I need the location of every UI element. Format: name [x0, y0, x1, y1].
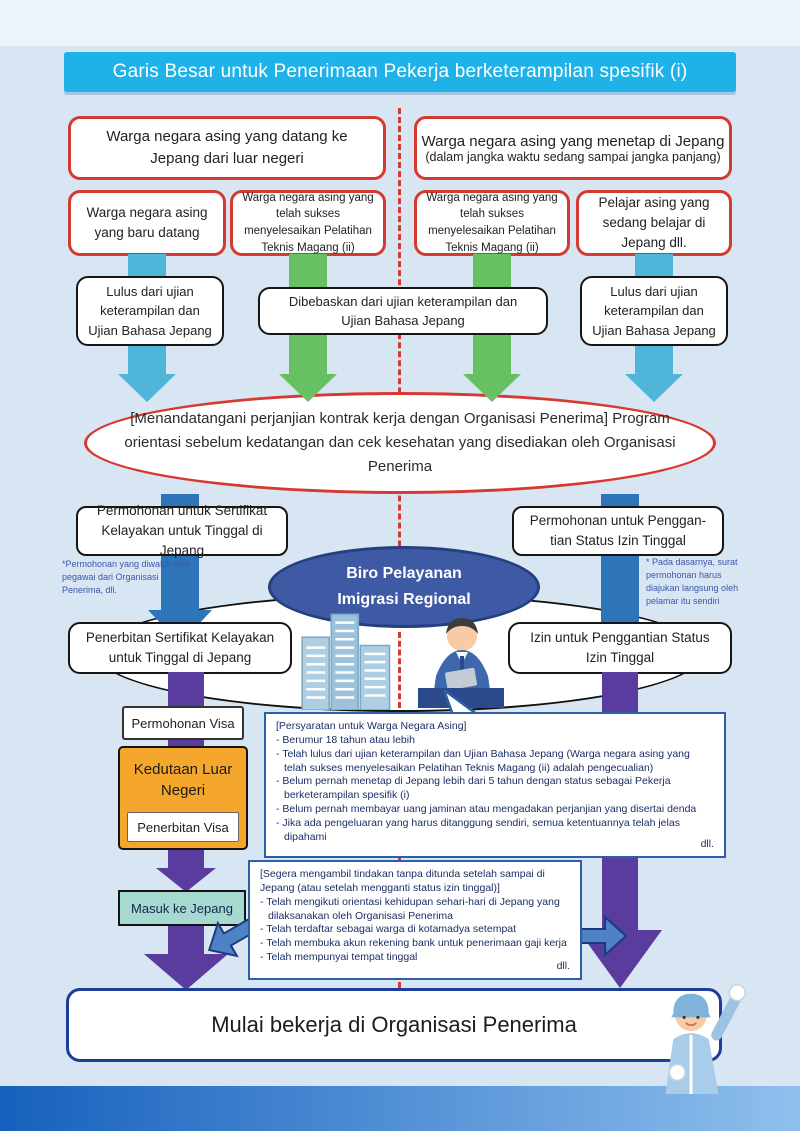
exam-label-center-text: Dibebaskan dari ujian keterampilan dan Ujian Bahasa Jepang [288, 293, 518, 328]
exam-label-right-text: Lulus dari ujian keterampilan dan Ujian Bahasa Jepang [592, 283, 716, 338]
exam-label-center [258, 287, 548, 335]
ellipse-divider-dashed-line [398, 632, 401, 708]
visa-issuance-text: Penerbitan Visa [137, 819, 229, 835]
origin-box-resident-sub: (dalam jangka waktu sedang sampai jangka panjang) [425, 149, 721, 164]
category-student-text: Pelajar asing yang sedang belajar di Jepang dll. [598, 194, 710, 251]
coe-application-text: Permohonan untuk Sertifikat Kelayakan untuk Tinggal di Jepang [96, 502, 268, 559]
visa-issuance-box [127, 812, 239, 842]
status-application-note [646, 556, 740, 608]
requirement-item: - Jika ada pengeluaran yang harus ditanggung sendiri, semua ketentuannya telah jelas dipahami [276, 817, 680, 843]
arrival-etc: dll. [556, 960, 570, 973]
final-work-box [66, 988, 722, 1062]
requirements-title: [Persyaratan untuk Warga Negara Asing] [276, 720, 467, 732]
coe-application-note [62, 558, 194, 597]
visa-flow-head-entry [156, 868, 216, 892]
requirement-item: - Belum pernah membayar uang jaminan atau mengadakan perjanjian yang disertai denda [276, 803, 697, 816]
arrival-item: - Telah mengikuti orientasi kehidupan sehari-hari di Jepang yang dilaksanakan oleh Organisasi Penerima [260, 895, 560, 922]
exam-label-left [76, 276, 224, 346]
category-newcomer-text: Warga negara asing yang baru datang [86, 204, 208, 240]
final-work-text: Mulai bekerja di Organisasi Penerima [211, 1012, 577, 1037]
status-application-text: Permohonan untuk Penggan-tian Status Izin Tinggal [529, 512, 707, 548]
worker-illustration [636, 978, 748, 1096]
arrival-item: - Telah membuka akun rekening bank untuk penerimaan gaji kerja [260, 937, 567, 950]
arrival-item: - Telah mempunyai tempat tinggal [260, 951, 418, 964]
contract-ellipse-text: [Menandatangani perjanjian kontrak kerja dengan Organisasi Penerima] Program orientasi sebelum kedatangan dan cek kesehatan yang disediakan oleh Organisasi Penerima [124, 410, 676, 475]
origin-box-resident [414, 116, 732, 180]
arrival-item: - Telah terdaftar sebagai warga di kotamadya setempat [260, 923, 517, 936]
visa-application-box [122, 706, 244, 740]
title-banner [64, 52, 736, 92]
category-box-trainee-left [230, 190, 386, 256]
exam-label-right [580, 276, 728, 346]
contract-ellipse [84, 392, 716, 494]
arrival-title: [Segera mengambil tindakan tanpa ditunda setelah sampai di Jepang (atau setelah mengganti status izin tinggal)] [260, 868, 545, 894]
requirements-box [264, 712, 726, 858]
origin-box-abroad-text: Warga negara asing yang datang ke Jepang dari luar negeri [106, 128, 348, 167]
origin-box-resident-main: Warga negara asing yang menetap di Jepang [421, 132, 725, 150]
office-buildings-illustration [298, 606, 402, 710]
status-application-box [512, 506, 724, 556]
immigration-bureau-text: Biro Pelayanan Imigrasi Regional [337, 565, 471, 608]
coe-issuance-box [68, 622, 292, 674]
category-box-newcomer [68, 190, 226, 256]
category-box-trainee-right [414, 190, 570, 256]
coe-application-box [76, 502, 288, 559]
arrival-connector-right-arrow [576, 914, 628, 958]
status-grant-text: Izin untuk Penggantian Status Izin Tinggal [530, 629, 710, 665]
flow-arrow-student-head [625, 374, 683, 402]
title-text: Garis Besar untuk Penerimaan Pekerja berketerampilan spesifik (i) [112, 61, 688, 82]
top-strip [0, 0, 800, 46]
coe-issuance-text: Penerbitan Sertifikat Kelayakan untuk Tinggal di Jepang [85, 629, 275, 665]
embassy-label [120, 748, 246, 812]
coe-application-note-text: *Permohonan yang diwakili oleh pegawai dari Organisasi Penerima, dll. [62, 559, 191, 596]
status-grant-box [508, 622, 732, 674]
requirement-item: - Belum pernah menetap di Jepang lebih dari 5 tahun dengan status sebagai Pekerja berketerampilan spesifik (i) [276, 775, 671, 802]
requirement-item: - Berumur 18 tahun atau lebih [276, 733, 415, 746]
requirement-item: - Telah lulus dari ujian keterampilan dan Ujian Bahasa Jepang (Warga negara asing yang telah sukses menyelesaikan Pelatihan Teknis Magang (ii) adalah pengecualian) [276, 747, 690, 774]
requirements-etc: dll. [700, 838, 714, 851]
entry-japan-text: Masuk ke Jepang [131, 900, 233, 916]
visa-application-text: Permohonan Visa [131, 715, 235, 731]
status-application-note-text: * Pada dasarnya, surat permohonan harus diajukan langsung oleh pelamar itu sendiri [646, 557, 739, 607]
category-trainee-left-text: Warga negara asing yang telah sukses menyelesaikan Pelatihan Teknis Magang (ii) [242, 191, 374, 254]
flow-arrow-newcomer-head [118, 374, 176, 402]
arrival-actions-box [248, 860, 582, 980]
origin-box-abroad [68, 116, 386, 180]
category-trainee-right-text: Warga negara asing yang telah sukses menyelesaikan Pelatihan Teknis Magang (ii) [426, 191, 558, 254]
category-box-student [576, 190, 732, 256]
embassy-text: Kedutaan Luar Negeri [133, 761, 233, 799]
exam-label-left-text: Lulus dari ujian keterampilan dan Ujian Bahasa Jepang [88, 283, 212, 338]
